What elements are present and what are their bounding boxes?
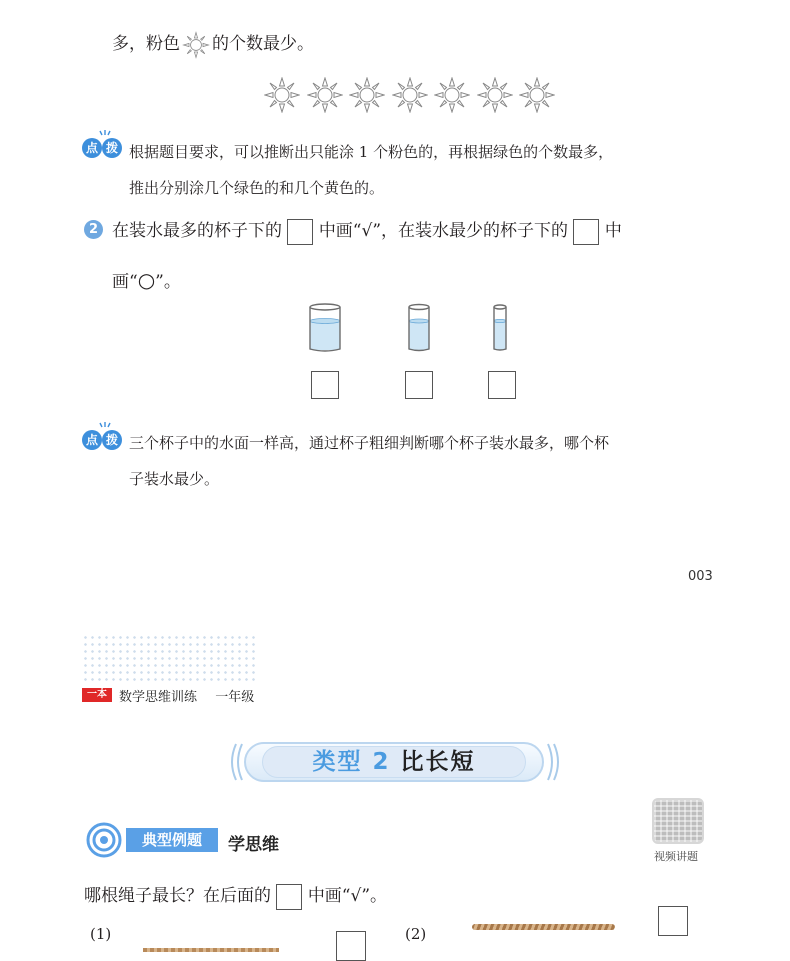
question2-line2 — [112, 267, 181, 292]
sun-icon — [477, 77, 513, 113]
book-title: 数学思维训练 — [119, 690, 198, 705]
hint1-line2: 推出分别涂几个绿色的和几个黄色的。 — [129, 179, 385, 197]
cup-narrow — [494, 305, 506, 350]
question-number-badge: 2 — [84, 220, 103, 239]
question2-part1: 在装水最多的杯子下的 — [112, 221, 282, 241]
example-question — [84, 881, 387, 910]
example-question-after: 中画“√”。 — [307, 886, 388, 906]
answer-box-rope-1[interactable] — [336, 931, 366, 961]
question2-line2-before: 画“ — [112, 272, 138, 292]
qr-code[interactable] — [652, 798, 704, 844]
hint-badge-2-char2: 拨 — [105, 433, 118, 447]
hint-badge-2-char1: 点 — [85, 433, 98, 447]
rope-2 — [472, 924, 615, 930]
answer-box-cup-2[interactable] — [405, 371, 433, 399]
sun-icon — [349, 77, 385, 113]
cup-medium — [409, 305, 429, 351]
decorative-dot-grid — [82, 634, 257, 682]
example-question-before: 哪根绳子最长？在后面的 — [84, 886, 271, 906]
question2-part3: 中 — [604, 221, 622, 241]
sun-icon — [264, 77, 300, 113]
banner-topic: 比长短 — [400, 749, 476, 775]
cups-illustration — [300, 300, 520, 360]
top-text-after: 的个数最少。 — [212, 34, 314, 54]
hint2-line2: 子装水最少。 — [129, 470, 220, 488]
sun-icon — [434, 77, 470, 113]
answer-box-inline-1[interactable] — [287, 219, 313, 245]
page-number: 003 — [688, 569, 713, 584]
banner-type: 类型 2 — [312, 749, 391, 775]
question2-line1 — [112, 216, 622, 245]
sun-icon — [392, 77, 428, 113]
example-tag: 典型例题 — [126, 828, 218, 852]
section-banner — [262, 746, 526, 778]
answer-box-rope-2[interactable] — [658, 906, 688, 936]
hint1-line1: 根据题目要求，可以推断出只能涂 1 个粉色的，再根据绿色的个数最多， — [129, 143, 614, 161]
answer-box-inline-3[interactable] — [276, 884, 302, 910]
circle-symbol: ○ — [137, 268, 156, 292]
hint2-line1: 三个杯子中的水面一样高，通过杯子粗细判断哪个杯子装水最多，哪个杯 — [129, 434, 610, 452]
brand-tag: 一本 — [82, 688, 112, 702]
sun-icon — [519, 77, 555, 113]
top-text-before: 多，粉色 — [112, 34, 180, 54]
answer-box-cup-1[interactable] — [311, 371, 339, 399]
answer-box-cup-3[interactable] — [488, 371, 516, 399]
sun-icon-inline — [180, 31, 212, 59]
question2-part2: 中画“√”，在装水最少的杯子下的 — [318, 221, 569, 241]
rope-1-top — [143, 948, 279, 952]
cup-wide — [310, 304, 340, 351]
qr-caption: 视频讲题 — [654, 850, 698, 863]
book-header — [119, 686, 254, 705]
book-grade: 一年级 — [215, 690, 255, 705]
top-text-line — [112, 29, 314, 59]
sub-question-1-label: (1) — [90, 925, 112, 943]
example-subtitle: 学思维 — [228, 835, 279, 855]
answer-box-inline-2[interactable] — [573, 219, 599, 245]
hint-badge-1-char2: 拨 — [105, 141, 118, 155]
sub-question-2-label: (2) — [405, 925, 427, 943]
sun-icon — [307, 77, 343, 113]
hint-badge-1-char1: 点 — [85, 141, 98, 155]
target-icon — [86, 822, 122, 858]
question2-line2-after: ”。 — [155, 272, 181, 292]
